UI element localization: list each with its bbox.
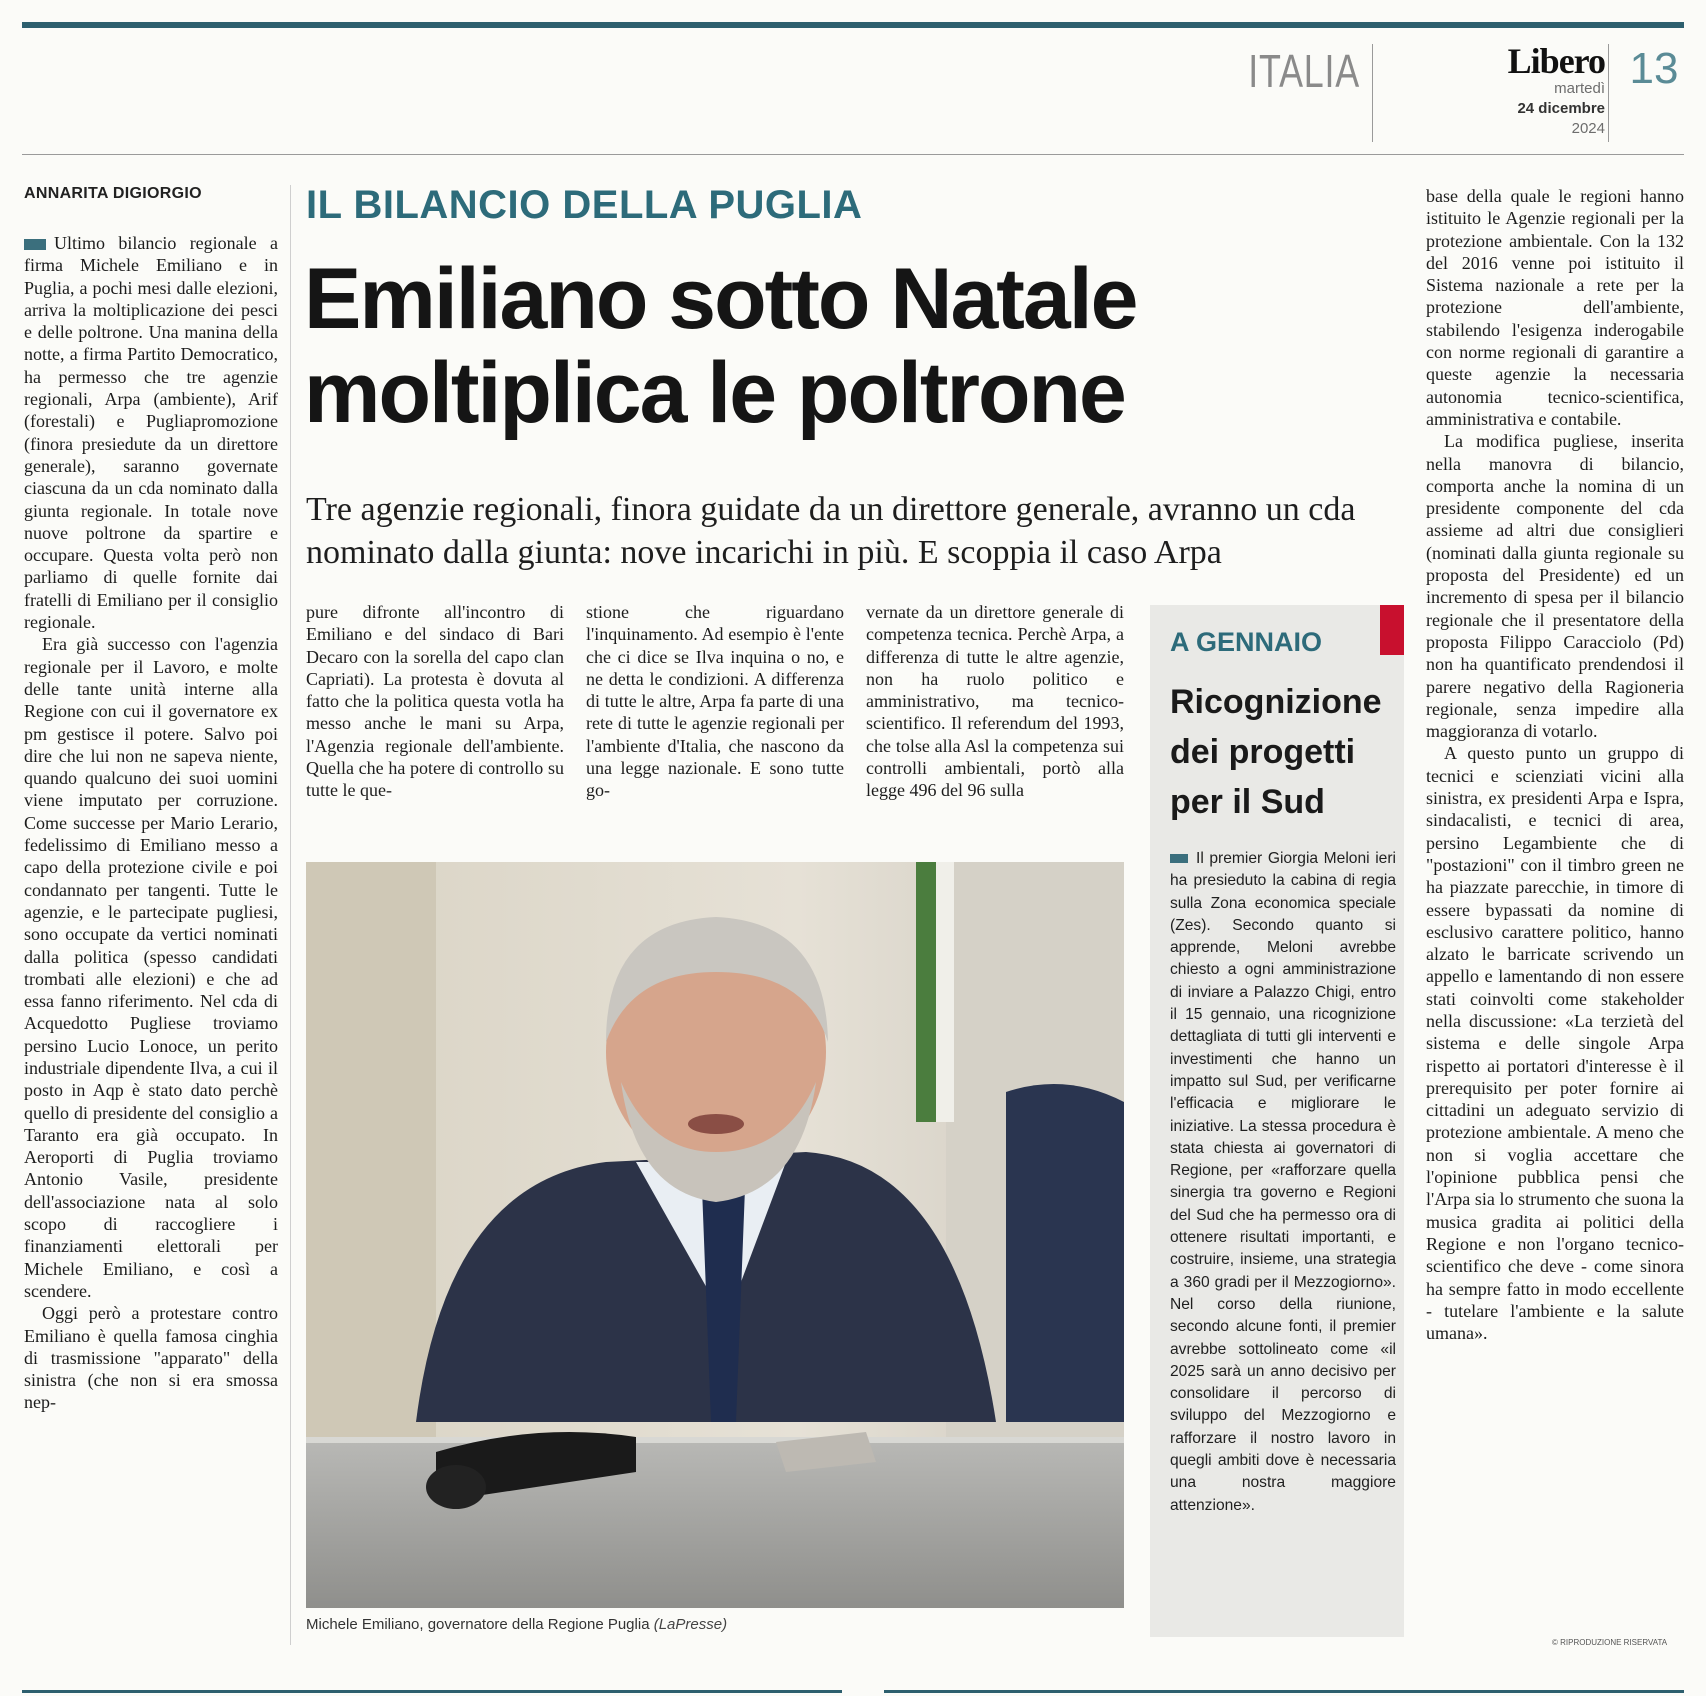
- body-paragraph: Oggi però a protestare contro Emiliano è quella famosa cinghia di trasmissione "apparato" della sinistra (che non si era smossa nep-: [24, 1303, 278, 1413]
- article-column-1: [24, 232, 278, 1414]
- issue-year: 2024: [1571, 120, 1605, 137]
- sidebar-red-tab: [1380, 605, 1404, 655]
- header-divider: [1372, 44, 1373, 142]
- emiliano-photo: [306, 862, 1124, 1608]
- sidebar-paragraph: Il premier Giorgia Meloni ieri ha presieduto la cabina di regia sulla Zona economica speciale (Zes). Secondo quanto si apprende, Meloni avrebbe chiesto a ogni amministrazione di inviare a Palazzo Chigi, entro il 15 gennaio, una ricognizione dettagliata di tutti gli interventi e investimenti che hanno un impatto sul Sud, per verificarne l'efficacia e migliorare le iniziative. La stessa procedura è stata chiesta ai governatori di Regione, per «rafforzare quella sinergia tra governo e Regioni del Sud che ha permesso ora di ottenere risultati importanti, e costruire, insieme, una strategia a 360 gradi per il Mezzogiorno». Nel corso della riunione, secondo alcune fonti, il premier avrebbe sottolineato come «il 2025 sarà un anno decisivo per consolidare il percorso di sviluppo del Mezzogiorno e rafforzare il nostro lavoro in quegli ambiti dove è necessaria una nostra maggiore attenzione».: [1170, 850, 1396, 1514]
- byline: ANNARITA DIGIORGIO: [24, 185, 202, 202]
- headline-line: Emiliano sotto Natale: [304, 251, 1137, 347]
- column-divider: [290, 185, 291, 1645]
- body-paragraph: stione che riguardano l'inquinamento. Ad esempio è l'ente che ci dice se Ilva inquina o no, e ne detta le condizioni. A differenza di tutte le altre, Arpa fa parte di una rete di tutte le agenzie regionali per l'ambiente d'Italia, che nascono da una legge nazionale. E sono tutte go-: [586, 602, 844, 801]
- body-paragraph: base della quale le regioni hanno istituito le Agenzie regionali per la protezione ambientale. Con la 132 del 2016 venne poi istituito il Sistema nazionale a rete per la protezione dell'ambiente, stabilendo l'esigenza inderogabile con norme regionali di garantire a queste agenzie la necessaria autonomia tecnico-scientifica, amministrativa e contabile.: [1426, 186, 1684, 429]
- photo-credit: (LaPresse): [653, 1616, 728, 1633]
- header-rule: [22, 154, 1684, 155]
- article-column-4: [866, 601, 1124, 802]
- paragraph-marker-icon: [1170, 854, 1188, 863]
- issue-date: 24 dicembre: [1517, 100, 1605, 117]
- body-paragraph: Era già successo con l'agenzia regionale per il Lavoro, e molte delle tante unità interne alla Regione con cui il governatore ex pm gestisce il potere. Salvo poi dire che lui non ne sapeva niente, quando qualcuno dei suoi uomini viene imputato per corruzione. Come successe per Mario Lerario, fedelissimo di Emiliano messo a capo della protezione civile e poi condannato per tangenti. Tutte le agenzie, e le partecipate pugliesi, sono occupate da vertici nominati dalla politica (spesso candidati trombati alle elezioni) e che ad essa fanno riferimento. Nel cda di Acquedotto Pugliese troviamo persino Lucio Lonoce, un perito industriale dipendente Ilva, a cui il posto in Aqp è stato dato perchè quello di presidente del consiglio a Taranto era già occupato. In Aeroporti di Puglia troviamo Antonio Vasile, presidente dell'associazione nata al solo scopo di raccogliere i finanziamenti elettorali per Michele Emiliano, e così a scendere.: [24, 634, 278, 1301]
- sidebar-title: Ricognizione dei progetti per il Sud: [1170, 683, 1382, 821]
- body-paragraph: pure difronte all'incontro di Emiliano e del sindaco di Bari Decaro con la sorella del capo clan Capriati). La protesta è dovuta al fatto che la politica questa votla ha messo anche le mani su Arpa, l'Agenzia regionale dell'ambiente. Quella che ha potere di controllo su tutte le que-: [306, 602, 564, 801]
- section-label: ITALIA: [1248, 45, 1360, 97]
- article-kicker: IL BILANCIO DELLA PUGLIA: [306, 183, 863, 227]
- article-column-3: [586, 601, 844, 802]
- newspaper-logo: Libero: [1507, 41, 1605, 81]
- bottom-color-rule: [884, 1690, 1684, 1693]
- sidebar-text: [1170, 848, 1396, 1517]
- caption-text: Michele Emiliano, governatore della Regione Puglia: [306, 1616, 650, 1633]
- sidebar-kicker: A GENNAIO: [1170, 627, 1323, 657]
- article-deck: Tre agenzie regionali, finora guidate da un direttore generale, avranno un cda nominato dalla giunta: nove incarichi in più. E scoppia il caso Arpa: [306, 491, 1356, 571]
- paragraph-marker-icon: [24, 239, 46, 250]
- page-number: 13: [1629, 44, 1679, 93]
- body-paragraph: vernate da un direttore generale di competenza tecnica. Perchè Arpa, a differenza di tutte le altre agenzie, non ha ruolo politico e amministrativo, ma tecnico-scientifico. Il referendum del 1993, che tolse alla Asl la competenza sui controlli ambientali, portò alla legge 496 del 96 sulla: [866, 602, 1124, 801]
- copyright-notice: © RIPRODUZIONE RISERVATA: [1552, 1638, 1668, 1647]
- header-divider: [1608, 44, 1609, 142]
- top-color-rule: [22, 22, 1684, 28]
- headline: [304, 252, 1404, 440]
- bottom-color-rule: [22, 1690, 842, 1693]
- body-paragraph: Ultimo bilancio regionale a firma Michele Emiliano e in Puglia, a pochi mesi dalle elezioni, arriva la moltiplicazione dei pesci e delle poltrone. Una manina della notte, a firma Partito Democratico, ha permesso che tre agenzie regionali, Arpa (ambiente), Arif (forestali) e Pugliapromozione (finora presiedute da un direttore generale), saranno governate ciascuna da un cda nominato dalla giunta regionale. In totale nove nuove poltrone da spartire e occupare. Questa volta però non parliamo di quelle fornite dai fratelli di Emiliano per il consiglio regionale.: [24, 233, 278, 633]
- sidebar-box: [1150, 605, 1404, 1637]
- article-column-2: [306, 601, 564, 802]
- body-paragraph: La modifica pugliese, inserita nella manovra di bilancio, comporta anche la nomina di un presidente componente del cda assieme ad altri due consiglieri (nominati dalla giunta regionale su proposta del Presidente) ed un incremento di spesa per il bilancio regionale che il presentatore della proposta Filippo Caracciolo (Pd) non ha quantificato prendendosi il parere negativo della Ragioneria regionale, senza impedire alla maggioranza di votarlo.: [1426, 431, 1684, 742]
- body-paragraph: A questo punto un gruppo di tecnici e scienziati vicini alla sinistra, ex presidenti Arpa e Ispra, sindacalisti, e tecnici di area, persino Legambiente che di "postazioni" con il timbro green ne ha piazzate parecchie, in timore di essere bypassati da nomine di esclusivo carattere politico, hanno alzato le barricate scrivendo un appello e lamentando di non essere stati coinvolti come stakeholder nella discussione: «La terzietà del sistema e delle singole Arpa rispetto ai portatori d'interesse è il prerequisito per poter fornire ai cittadini un adeguato servizio di protezione ambientale. A meno che non si voglia accettare che l'opinione pubblica pensi che l'Arpa sia lo strumento che suona la musica gradita ai politici della Regione e non l'organo tecnico-scientifico che deve - come sinora ha sempre fatto in modo eccellente - tutelare l'ambiente e la salute umana».: [1426, 743, 1684, 1344]
- weekday: martedì: [1554, 80, 1605, 97]
- article-column-6: [1426, 185, 1684, 1344]
- photo-caption: [306, 1616, 727, 1633]
- headline-line: moltiplica le poltrone: [304, 345, 1125, 441]
